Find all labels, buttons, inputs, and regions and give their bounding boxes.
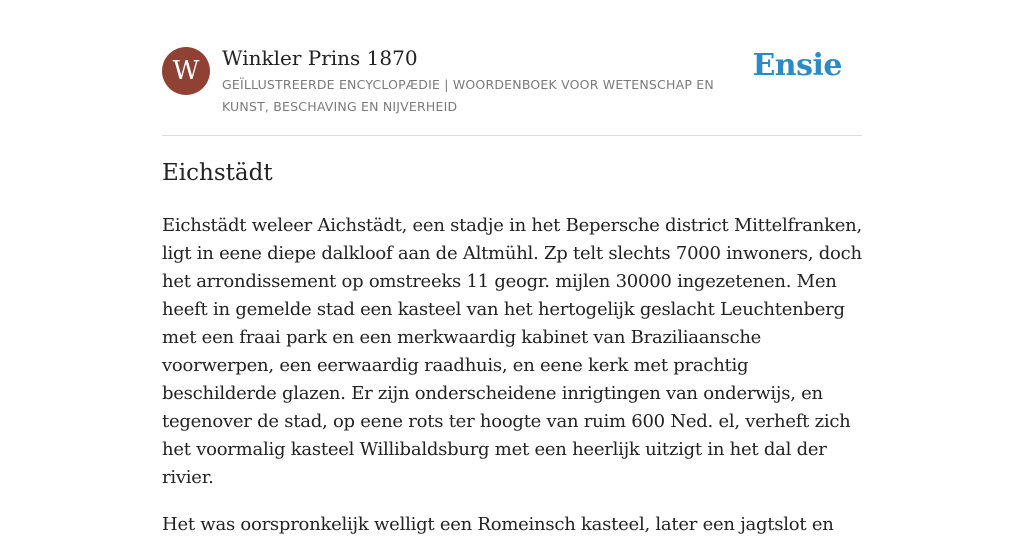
source-title[interactable]: Winkler Prins 1870 [222, 46, 418, 70]
source-avatar[interactable]: W [162, 47, 210, 95]
ensie-logo[interactable]: Ensie [752, 48, 842, 83]
entry-paragraph-1: Eichstädt weleer Aichstädt, een stadje in het Bepersche district Mittelfranken, ligt in eene diepe dalkloof aan de Altmühl. Zp telt slechts 7000 inwoners, doch het arrondissement op omstreeks 11 geogr. mijlen 30000 ingezetenen. Men heeft in gemelde stad een kasteel van het hertogelijk geslacht Leuchtenberg met een fraai park en een merkwaardig kabinet van Braziliaansche voorwerpen, een eerwaardig raadhuis, en eene kerk met prachtig beschilderde glazen. Er zijn onderscheidene inrigtingen van onderwijs, en tegenover de stad, op eene rots ter hoogte van ruim 600 Ned. el, verheft zich het voormalig kasteel Willibaldsburg met een heerlijk uitzigt in het dal der rivier. [162, 215, 862, 488]
entry-title: Eichstädt [162, 160, 273, 186]
source-subtitle: GEÏLLUSTREERDE ENCYCLOPÆDIE | WOORDENBOEK VOOR WETENSCHAP EN KUNST, BESCHAVING EN NIJVERHEID [222, 77, 714, 114]
header-divider [162, 135, 862, 136]
entry-body [162, 212, 862, 558]
entry-paragraph-2: Het was oorspronkelijk welligt een Romeinsch kasteel, later een jagtslot en [162, 514, 834, 535]
